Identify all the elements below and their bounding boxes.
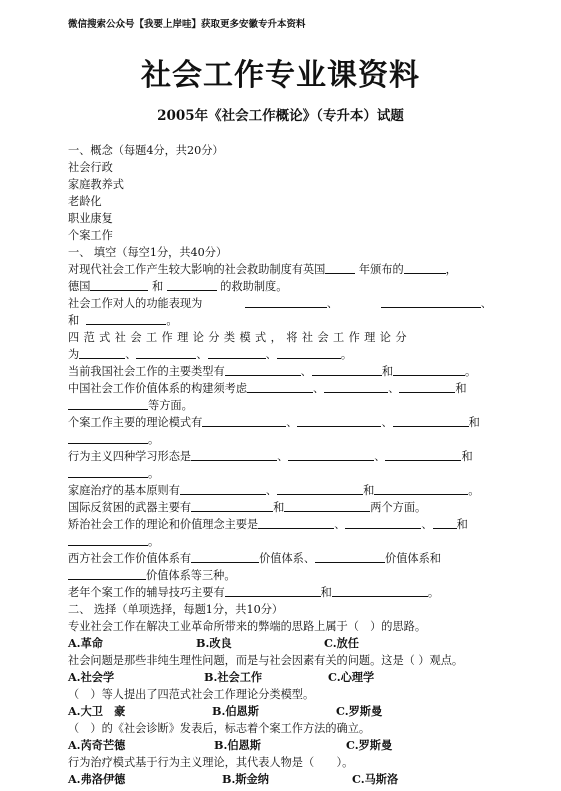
blank[interactable] [315,550,385,563]
option-b[interactable]: B.改良 [196,636,232,650]
fill-question-7-cont: 。 [68,465,492,482]
fill-question-3: 四范式社会工作理论分类模式，将社会工作理论分 [68,331,411,344]
fill-question-1: 对现代社会工作产生较大影响的社会救助制度有英国 年颁布的 ， [68,263,457,276]
fill-question-5: 中国社会工作价值体系的构建须考虑 、 、 和 [68,382,467,395]
blank[interactable] [86,312,166,325]
fill-question-2-cont: 和 。 [68,314,178,327]
blank[interactable] [385,448,461,461]
blank[interactable] [208,346,266,359]
option-a[interactable]: A.大卫 豪 [68,704,126,718]
fill-question-1-cont: 德国 和 的救助制度。 [68,280,288,293]
blank[interactable] [345,516,421,529]
choice-options [68,703,492,720]
blank[interactable] [277,346,341,359]
option-b[interactable]: B.社会工作 [204,670,263,684]
blank[interactable] [180,482,266,495]
option-c[interactable]: C.罗斯曼 [336,704,383,718]
blank[interactable] [393,414,469,427]
option-b[interactable]: B.伯恩斯 [214,738,261,752]
blank[interactable] [191,448,277,461]
option-c[interactable]: C.心理学 [328,670,375,684]
blank[interactable] [68,567,146,580]
section2-heading: 一、 填空（每空1分，共40分） [68,246,228,259]
blank[interactable] [68,533,148,546]
choice-options [68,669,492,686]
blank[interactable] [297,414,381,427]
blank[interactable] [68,465,148,478]
choice-options [68,635,492,652]
blank[interactable] [225,363,301,376]
blank[interactable] [284,499,370,512]
blank[interactable] [247,380,313,393]
choice-question-stem: （ ）的《社会诊断》发表后，标志着个案工作方法的确立。 [68,722,371,735]
section3-heading: 二、 选择（单项选择，每题1分，共10分） [68,603,284,616]
blank[interactable] [312,363,382,376]
blank[interactable] [79,346,125,359]
blank[interactable] [404,261,446,274]
blank[interactable] [258,516,334,529]
choice-options [68,737,492,754]
concept-item: 个案工作 [68,229,113,242]
blank[interactable] [202,414,286,427]
fill-question-3-cont: 为 、 、 、 。 [68,348,353,361]
fill-question-7: 行为主义四种学习形态是 、 、 和 [68,450,473,463]
fill-question-2: 社会工作对人的功能表现为 、 、 [68,297,492,310]
blank[interactable] [393,363,465,376]
blank[interactable] [245,295,327,308]
blank[interactable] [225,584,321,597]
blank[interactable] [68,397,148,410]
concept-item: 老龄化 [68,195,102,208]
exam-body [68,142,492,788]
blank[interactable] [191,499,273,512]
blank[interactable] [433,516,457,529]
fill-question-11-cont: 价值体系等三种。 [68,567,492,584]
fill-question-4: 当前我国社会工作的主要类型有 、 和 。 [68,365,477,378]
exam-subtitle: 2005年《社会工作概论》（专升本）试题 [157,108,404,124]
blank[interactable] [324,380,388,393]
blank[interactable] [374,482,468,495]
concept-item: 职业康复 [68,212,113,225]
option-a[interactable]: A.革命 [68,636,103,650]
fill-question-5-cont: 等方面。 [68,397,492,414]
blank[interactable] [191,550,259,563]
option-c[interactable]: C.罗斯曼 [346,738,393,752]
option-a[interactable]: A.社会学 [68,670,115,684]
blank[interactable] [136,346,196,359]
option-b[interactable]: B.斯金纳 [222,772,269,786]
fill-question-9: 国际反贫困的武器主要有 和 两个方面。 [68,501,427,514]
fill-question-10: 矫治社会工作的理论和价值理念主要是 、 、 和 [68,518,468,531]
fill-question-8: 家庭治疗的基本原则有 、 和 。 [68,484,480,497]
fill-question-6-cont: 。 [68,431,492,448]
blank[interactable] [288,448,374,461]
fill-question-12: 老年个案工作的辅导技巧主要有 和 。 [68,586,440,599]
blank[interactable] [68,431,148,444]
page-title: 社会工作专业课资料 [141,58,420,93]
blank[interactable] [90,278,148,291]
concept-item: 家庭教养式 [68,178,124,191]
header-note: 微信搜索公众号【我要上岸哇】获取更多安徽专升本资料 [68,19,306,30]
option-a[interactable]: A.芮奇芒德 [68,738,126,752]
blank[interactable] [277,482,363,495]
choice-question-stem: （ ）等人提出了四范式社会工作理论分类模型。 [68,688,315,701]
fill-question-6: 个案工作主要的理论模式有 、 、 和 [68,416,480,429]
choice-options [68,771,492,788]
section1-heading: 一、概念（每题4分，共20分） [68,144,224,157]
option-c[interactable]: C.马斯洛 [352,772,399,786]
blank[interactable] [325,261,355,274]
concept-item: 社会行政 [68,161,113,174]
fill-question-10-cont: 。 [68,533,492,550]
option-b[interactable]: B.伯恩斯 [212,704,259,718]
choice-question-stem: 专业社会工作在解决工业革命所带来的弊端的思路上属于（ ）的思路。 [68,620,427,633]
blank[interactable] [381,295,481,308]
fill-question-11: 西方社会工作价值体系有 价值体系、 价值体系和 [68,552,441,565]
option-a[interactable]: A.弗洛伊德 [68,772,126,786]
choice-question-stem: 行为治疗模式基于行为主义理论，其代表人物是（ ）。 [68,756,354,769]
blank[interactable] [399,380,455,393]
option-c[interactable]: C.放任 [324,636,359,650]
blank[interactable] [167,278,217,291]
choice-question-stem: 社会问题是那些非纯生理性问题，而是与社会因素有关的问题。这是（ ）观点。 [68,654,464,667]
blank[interactable] [332,584,428,597]
